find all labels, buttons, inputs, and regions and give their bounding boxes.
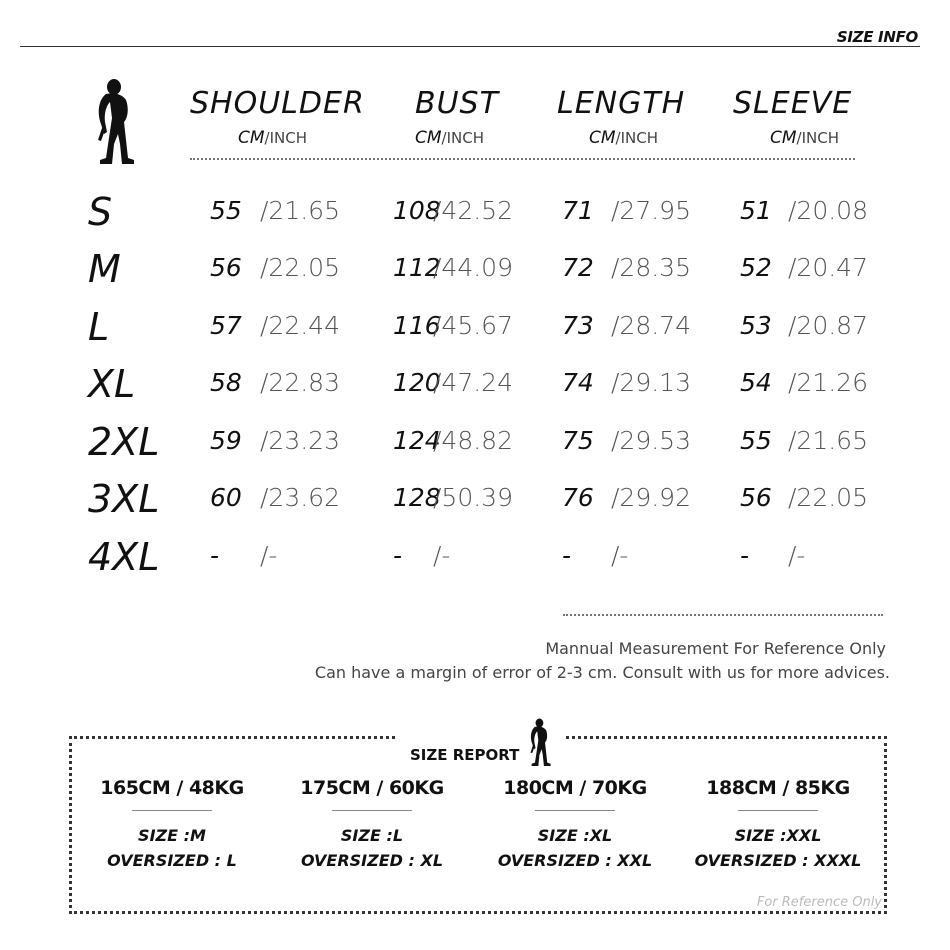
unit-label-sleeve: CM/INCH [770, 128, 839, 148]
inch-value: /23.62 [260, 483, 340, 512]
cm-value: 72 [562, 253, 594, 282]
column-header-bust: BUST [415, 86, 499, 121]
column-header-sleeve: SLEEVE [733, 86, 853, 121]
report-height-weight: 188CM / 85KG [706, 777, 850, 799]
header-dotted-divider [190, 158, 855, 164]
cm-value: 57 [210, 311, 242, 340]
unit-label-length: CM/INCH [589, 128, 658, 148]
inch-value: /48.82 [433, 426, 513, 455]
report-oversized: OVERSIZED : XXXL [694, 851, 862, 870]
report-size: SIZE :M [138, 826, 206, 845]
cm-value: 54 [740, 368, 772, 397]
cm-value: 75 [562, 426, 594, 455]
inch-value: /- [433, 541, 451, 570]
size-label: S [88, 190, 113, 234]
cm-value: 76 [562, 483, 594, 512]
cm-value: 116 [393, 311, 441, 340]
report-entry [274, 777, 470, 873]
header-divider [20, 46, 920, 47]
cm-value: 108 [393, 196, 441, 225]
report-entry [74, 777, 270, 873]
report-divider [332, 810, 412, 811]
unit-label-shoulder: CM/INCH [238, 128, 307, 148]
cm-value: 120 [393, 368, 441, 397]
size-label: M [88, 247, 121, 291]
inch-value: /27.95 [611, 196, 691, 225]
inch-value: /22.05 [788, 483, 868, 512]
inch-value: /- [611, 541, 629, 570]
cm-value: 124 [393, 426, 441, 455]
inch-value: /50.39 [433, 483, 513, 512]
inch-value: /28.74 [611, 311, 691, 340]
cm-value: 71 [562, 196, 594, 225]
report-entry [477, 777, 673, 873]
inch-value: /42.52 [433, 196, 513, 225]
cm-value: 58 [210, 368, 242, 397]
cm-value: - [740, 541, 750, 570]
report-height-weight: 165CM / 48KG [100, 777, 244, 799]
unit-label-bust: CM/INCH [415, 128, 484, 148]
inch-value: /21.65 [260, 196, 340, 225]
report-divider [132, 810, 212, 811]
inch-value: /20.47 [788, 253, 868, 282]
inch-value: /22.05 [260, 253, 340, 282]
ape-figure-icon [527, 718, 553, 766]
report-divider [535, 810, 615, 811]
inch-value: /20.87 [788, 311, 868, 340]
cm-value: 112 [393, 253, 441, 282]
cm-value: - [210, 541, 220, 570]
cm-value: 51 [740, 196, 772, 225]
cm-value: - [393, 541, 403, 570]
inch-value: /29.92 [611, 483, 691, 512]
report-size: SIZE :L [340, 826, 404, 845]
cm-value: 52 [740, 253, 772, 282]
notes-dotted-divider [563, 614, 883, 616]
size-label: XL [88, 362, 136, 406]
cm-value: 60 [210, 483, 242, 512]
column-header-length: LENGTH [557, 86, 686, 121]
inch-value: /29.53 [611, 426, 691, 455]
cm-value: 53 [740, 311, 772, 340]
cm-value: 56 [210, 253, 242, 282]
size-label: 4XL [88, 535, 160, 579]
inch-value: /22.44 [260, 311, 340, 340]
cm-value: 55 [740, 426, 772, 455]
report-size: SIZE :XL [537, 826, 613, 845]
inch-value: /44.09 [433, 253, 513, 282]
report-size: SIZE :XXL [734, 826, 822, 845]
cm-value: 55 [210, 196, 242, 225]
inch-value: /- [260, 541, 278, 570]
reference-note: For Reference Only [756, 895, 882, 910]
report-oversized: OVERSIZED : XXL [497, 851, 653, 870]
report-height-weight: 175CM / 60KG [300, 777, 444, 799]
report-entry [680, 777, 876, 873]
size-report-title: SIZE REPORT [410, 746, 520, 764]
inch-value: /23.23 [260, 426, 340, 455]
report-divider [738, 810, 818, 811]
cm-value: 59 [210, 426, 242, 455]
inch-value: /47.24 [433, 368, 513, 397]
inch-value: /28.35 [611, 253, 691, 282]
size-label: 3XL [88, 477, 160, 521]
inch-value: /- [788, 541, 806, 570]
cm-value: 56 [740, 483, 772, 512]
column-header-shoulder: SHOULDER [190, 86, 365, 121]
ape-figure-icon [92, 78, 138, 164]
inch-value: /22.83 [260, 368, 340, 397]
size-info-title: SIZE INFO [836, 28, 918, 46]
inch-value: /21.65 [788, 426, 868, 455]
report-oversized: OVERSIZED : XL [300, 851, 444, 870]
report-height-weight: 180CM / 70KG [503, 777, 647, 799]
report-oversized: OVERSIZED : L [107, 851, 237, 870]
cm-value: 128 [393, 483, 441, 512]
size-label: L [88, 305, 110, 349]
cm-value: - [562, 541, 572, 570]
size-label: 2XL [88, 420, 160, 464]
measurement-note: Mannual Measurement For Reference Only [545, 639, 886, 658]
cm-value: 74 [562, 368, 594, 397]
inch-value: /20.08 [788, 196, 868, 225]
inch-value: /45.67 [433, 311, 513, 340]
margin-of-error-note: Can have a margin of error of 2-3 cm. Consult with us for more advices. [314, 663, 890, 682]
inch-value: /29.13 [611, 368, 691, 397]
inch-value: /21.26 [788, 368, 868, 397]
size-report-header [398, 718, 565, 766]
cm-value: 73 [562, 311, 594, 340]
